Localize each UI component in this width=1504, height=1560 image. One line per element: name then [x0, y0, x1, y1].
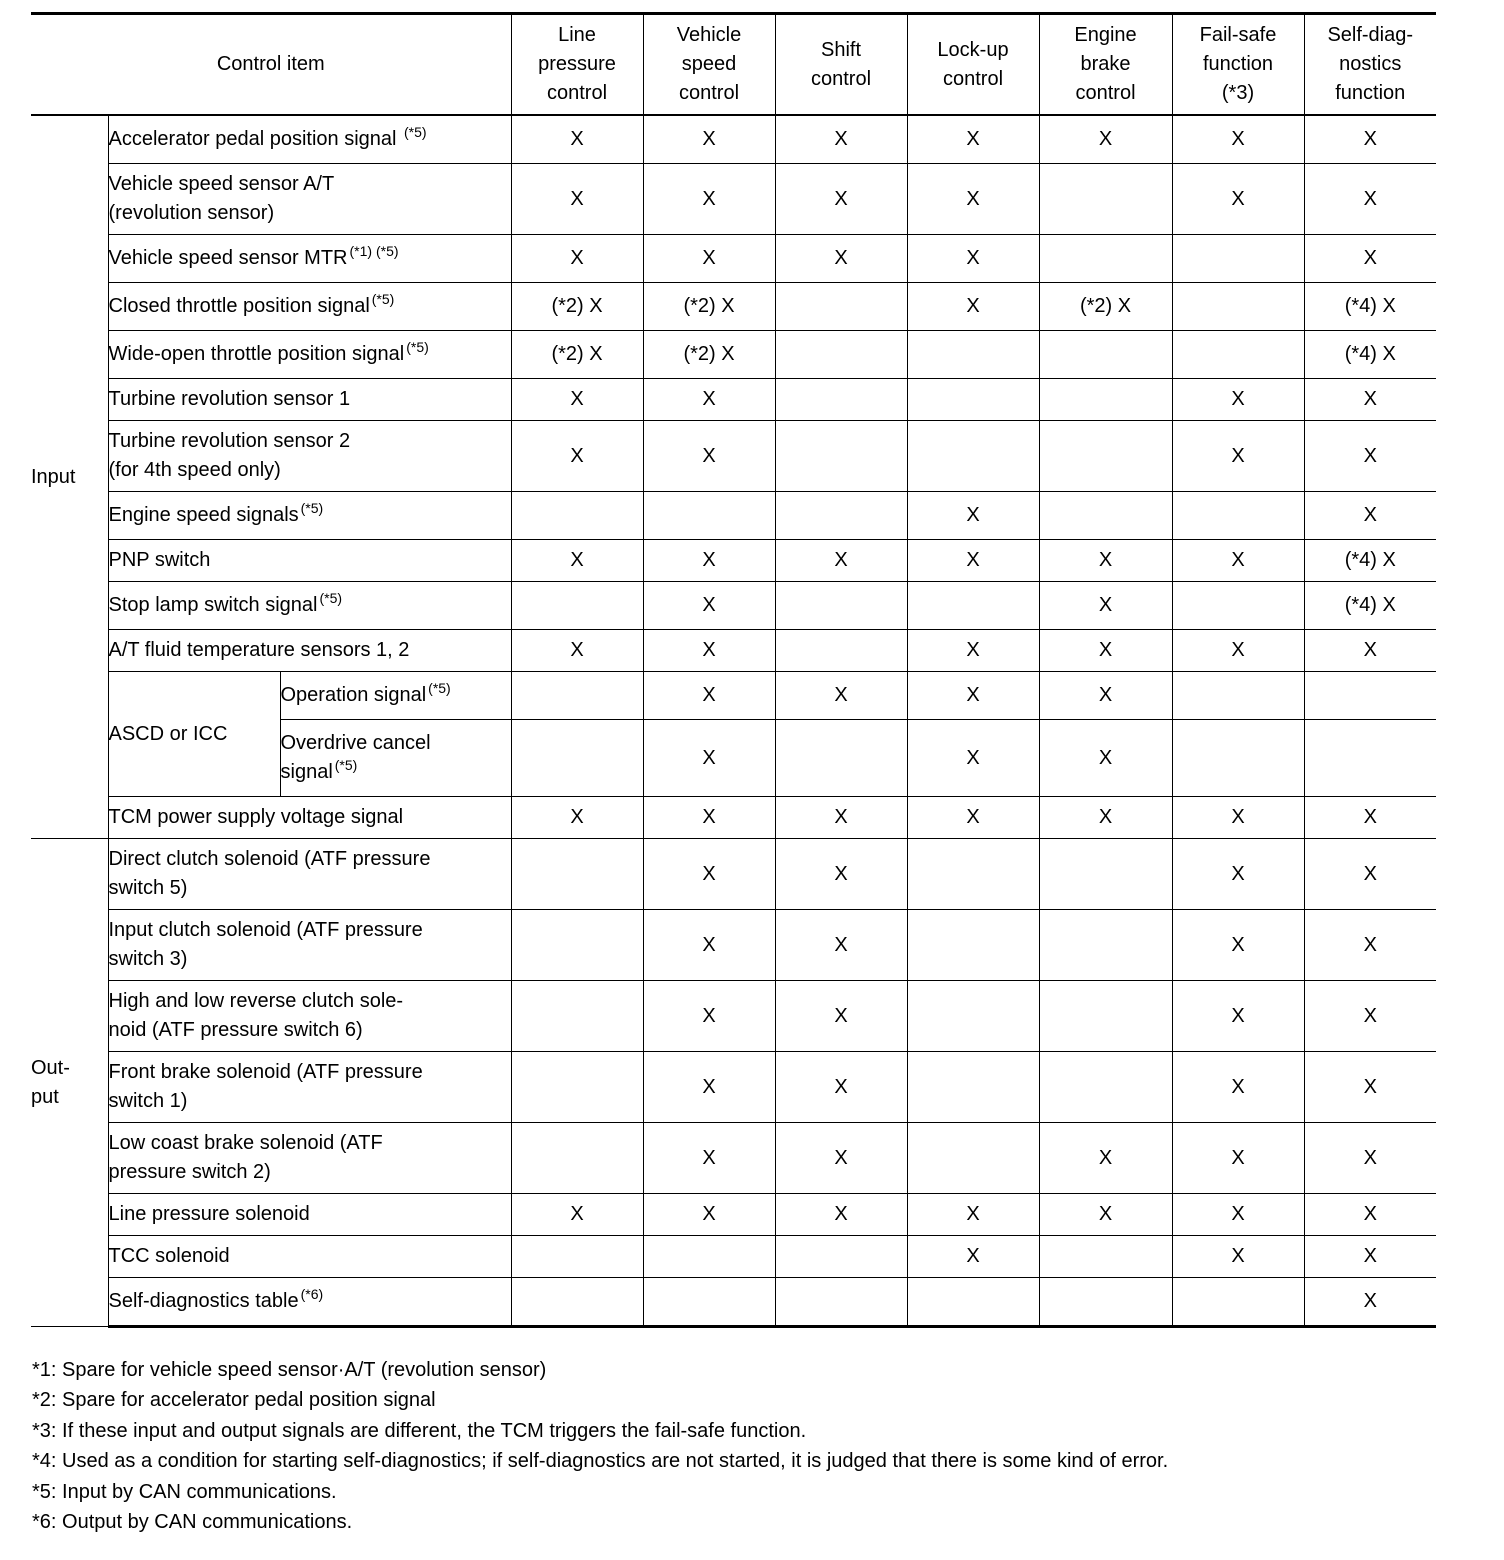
mark-cell: X [907, 164, 1039, 235]
mark-cell [511, 1278, 643, 1327]
mark-cell: X [1304, 1123, 1436, 1194]
row-label: A/T fluid temperature sensors 1, 2 [108, 630, 511, 672]
mark-cell [907, 582, 1039, 630]
mark-cell: X [511, 540, 643, 582]
mark-cell: X [1172, 540, 1304, 582]
row-label: Vehicle speed sensor A/T (revolution sensor) [108, 164, 511, 235]
mark-cell [907, 1278, 1039, 1327]
mark-cell: X [1172, 797, 1304, 839]
mark-cell: X [907, 283, 1039, 331]
mark-cell: X [643, 720, 775, 797]
mark-cell: (*2) X [511, 331, 643, 379]
table-row [31, 1194, 1436, 1236]
row-label: Overdrive cancel signal $^{(*5)}$ [280, 720, 511, 797]
mark-cell: X [775, 164, 907, 235]
mark-cell: X [1304, 630, 1436, 672]
mark-cell: X [775, 839, 907, 910]
mark-cell: X [907, 720, 1039, 797]
mark-cell [511, 672, 643, 720]
footnote-ref: (*1) (*5) [349, 243, 399, 260]
mark-cell [511, 981, 643, 1052]
mark-cell: X [511, 379, 643, 421]
mark-cell: X [1039, 797, 1172, 839]
mark-cell: X [643, 1052, 775, 1123]
mark-cell: X [1304, 1052, 1436, 1123]
footnote-ref: (*5) [428, 680, 451, 697]
footnote-ref: (*5) [300, 500, 324, 517]
row-label: Front brake solenoid (ATF pressure switch 1) [108, 1052, 511, 1123]
mark-cell: (*4) X [1304, 582, 1436, 630]
mark-cell: X [643, 910, 775, 981]
mark-cell: X [643, 797, 775, 839]
mark-cell: X [643, 630, 775, 672]
group-input: Input [31, 115, 108, 839]
row-label: PNP switch [108, 540, 511, 582]
mark-cell [511, 1052, 643, 1123]
mark-cell: X [1172, 630, 1304, 672]
table-body [31, 115, 1436, 1327]
table-row [31, 164, 1436, 235]
footnote-ref: (*6) [300, 1286, 324, 1303]
mark-cell: (*2) X [511, 283, 643, 331]
table-row [31, 379, 1436, 421]
mark-cell: X [907, 235, 1039, 283]
row-label: Operation signal $^{(*5)}$ [280, 672, 511, 720]
table-row [31, 839, 1436, 910]
mark-cell: (*4) X [1304, 283, 1436, 331]
mark-cell: X [511, 797, 643, 839]
mark-cell [907, 331, 1039, 379]
mark-cell: (*4) X [1304, 540, 1436, 582]
row-label: TCC solenoid [108, 1236, 511, 1278]
mark-cell [907, 421, 1039, 492]
footnote: *2: Spare for accelerator pedal position signal [32, 1389, 436, 1412]
mark-cell: X [907, 797, 1039, 839]
mark-cell: X [1304, 839, 1436, 910]
row-label: Accelerator pedal position signal $^{(*5)}$ [108, 115, 511, 164]
mark-cell: X [1172, 1194, 1304, 1236]
mark-cell [775, 720, 907, 797]
mark-cell: X [1172, 981, 1304, 1052]
header-fail-safe: Fail-safe function (*3) [1172, 14, 1304, 116]
header-shift-control: Shift control [775, 14, 907, 116]
footnote-ref: (*5) [371, 291, 395, 308]
mark-cell: X [1304, 115, 1436, 164]
footnote: *4: Used as a condition for starting self-diagnostics; if self-diagnostics are not started, it is judged that there is some kind of error. [32, 1450, 1169, 1473]
header-lock-up: Lock-up control [907, 14, 1039, 116]
header-engine-brake: Engine brake control [1039, 14, 1172, 116]
header-control-item: Control item [31, 14, 511, 116]
mark-cell: X [775, 981, 907, 1052]
mark-cell: X [1172, 164, 1304, 235]
mark-cell [1172, 331, 1304, 379]
row-label: Engine speed signals $^{(*5)}$ [108, 492, 511, 540]
row-label: Turbine revolution sensor 1 [108, 379, 511, 421]
mark-cell: (*2) X [643, 331, 775, 379]
mark-cell: X [1039, 582, 1172, 630]
mark-cell [907, 981, 1039, 1052]
mark-cell [1039, 839, 1172, 910]
mark-cell [511, 839, 643, 910]
mark-cell [1172, 672, 1304, 720]
mark-cell: X [1304, 1278, 1436, 1327]
table-row [31, 1123, 1436, 1194]
mark-cell: X [775, 1194, 907, 1236]
mark-cell [1304, 720, 1436, 797]
mark-cell: X [1304, 164, 1436, 235]
mark-cell: X [1304, 379, 1436, 421]
table-row [31, 235, 1436, 283]
mark-cell: X [1304, 910, 1436, 981]
mark-cell: X [643, 1194, 775, 1236]
table-row [31, 283, 1436, 331]
mark-cell: X [907, 540, 1039, 582]
mark-cell: X [1172, 1236, 1304, 1278]
mark-cell: X [1172, 379, 1304, 421]
mark-cell: X [775, 672, 907, 720]
footnote-ref: (*5) [319, 590, 343, 607]
mark-cell [1039, 331, 1172, 379]
mark-cell [1172, 492, 1304, 540]
group-ascd-icc: ASCD or ICC [108, 672, 280, 797]
mark-cell: (*2) X [643, 283, 775, 331]
mark-cell: X [1304, 1236, 1436, 1278]
mark-cell [643, 1278, 775, 1327]
row-label: Vehicle speed sensor MTR $^{(*1) (*5)}$ [108, 235, 511, 283]
footnote: *5: Input by CAN communications. [32, 1480, 337, 1503]
mark-cell [511, 492, 643, 540]
header-line-pressure: Line pressure control [511, 14, 643, 116]
row-label: Line pressure solenoid [108, 1194, 511, 1236]
table-row [31, 540, 1436, 582]
mark-cell: X [907, 1194, 1039, 1236]
row-label: Wide-open throttle position signal $^{(*5)}$ [108, 331, 511, 379]
table-row [31, 331, 1436, 379]
mark-cell [907, 910, 1039, 981]
row-label: Input clutch solenoid (ATF pressure switch 3) [108, 910, 511, 981]
footnotes [32, 1355, 1168, 1537]
mark-cell [1039, 1278, 1172, 1327]
footnote: *3: If these input and output signals are different, the TCM triggers the fail-safe function. [32, 1419, 807, 1442]
table-row [31, 492, 1436, 540]
row-label: Direct clutch solenoid (ATF pressure switch 5) [108, 839, 511, 910]
table-row [31, 582, 1436, 630]
mark-cell: X [1304, 492, 1436, 540]
mark-cell [511, 582, 643, 630]
mark-cell [907, 839, 1039, 910]
mark-cell: (*4) X [1304, 331, 1436, 379]
mark-cell: X [1304, 235, 1436, 283]
mark-cell: X [643, 164, 775, 235]
mark-cell: X [511, 115, 643, 164]
row-label: TCM power supply voltage signal [108, 797, 511, 839]
mark-cell: X [511, 164, 643, 235]
mark-cell: X [1039, 1123, 1172, 1194]
mark-cell [907, 379, 1039, 421]
row-label: Stop lamp switch signal $^{(*5)}$ [108, 582, 511, 630]
mark-cell: X [775, 540, 907, 582]
mark-cell [775, 283, 907, 331]
mark-cell [775, 1278, 907, 1327]
mark-cell: X [1304, 1194, 1436, 1236]
mark-cell: X [643, 981, 775, 1052]
group-output: Out- put [31, 839, 108, 1327]
footnote-ref: (*5) [406, 339, 429, 356]
row-label: Self-diagnostics table $^{(*6)}$ [108, 1278, 511, 1327]
mark-cell [775, 492, 907, 540]
mark-cell: X [775, 797, 907, 839]
mark-cell [907, 1052, 1039, 1123]
mark-cell [511, 910, 643, 981]
control-item-table [31, 12, 1436, 1328]
mark-cell [1039, 421, 1172, 492]
mark-cell: X [1039, 672, 1172, 720]
mark-cell [511, 1123, 643, 1194]
mark-cell [775, 1236, 907, 1278]
mark-cell: X [1304, 421, 1436, 492]
mark-cell: X [511, 1194, 643, 1236]
mark-cell: X [775, 1052, 907, 1123]
mark-cell: X [643, 1123, 775, 1194]
mark-cell [511, 720, 643, 797]
table-row [31, 672, 1436, 720]
mark-cell [1039, 235, 1172, 283]
mark-cell [1039, 981, 1172, 1052]
mark-cell [1172, 283, 1304, 331]
mark-cell [1172, 582, 1304, 630]
mark-cell: X [1304, 981, 1436, 1052]
footnote: *6: Output by CAN communications. [32, 1511, 353, 1534]
table-row [31, 797, 1436, 839]
mark-cell: X [511, 421, 643, 492]
header-row [31, 14, 1436, 116]
mark-cell [907, 1123, 1039, 1194]
mark-cell: X [1172, 839, 1304, 910]
mark-cell [511, 1236, 643, 1278]
mark-cell [1039, 492, 1172, 540]
mark-cell: X [643, 839, 775, 910]
table-row [31, 1236, 1436, 1278]
mark-cell: X [1172, 1052, 1304, 1123]
mark-cell: X [1172, 910, 1304, 981]
mark-cell: X [511, 235, 643, 283]
mark-cell [1039, 379, 1172, 421]
mark-cell: X [907, 630, 1039, 672]
mark-cell: X [643, 379, 775, 421]
table-row [31, 421, 1436, 492]
mark-cell: X [643, 672, 775, 720]
mark-cell: X [1172, 115, 1304, 164]
table-row [31, 1052, 1436, 1123]
mark-cell: X [1039, 1194, 1172, 1236]
mark-cell: X [907, 1236, 1039, 1278]
row-label: Closed throttle position signal $^{(*5)}$ [108, 283, 511, 331]
row-label: Low coast brake solenoid (ATF pressure switch 2) [108, 1123, 511, 1194]
header-vehicle-speed: Vehicle speed control [643, 14, 775, 116]
mark-cell [775, 421, 907, 492]
mark-cell [1172, 720, 1304, 797]
mark-cell: X [1039, 540, 1172, 582]
mark-cell: X [775, 910, 907, 981]
mark-cell: (*2) X [1039, 283, 1172, 331]
table-row [31, 115, 1436, 164]
mark-cell: X [1172, 421, 1304, 492]
mark-cell: X [775, 235, 907, 283]
mark-cell [775, 379, 907, 421]
mark-cell [775, 630, 907, 672]
footnote-ref: (*5) [404, 124, 427, 141]
mark-cell [1172, 1278, 1304, 1327]
footnote-ref: (*5) [334, 757, 358, 774]
mark-cell: X [907, 115, 1039, 164]
mark-cell [775, 582, 907, 630]
mark-cell [643, 492, 775, 540]
mark-cell: X [1172, 1123, 1304, 1194]
row-label: Turbine revolution sensor 2 (for 4th speed only) [108, 421, 511, 492]
header-self-diagnostics: Self-diag- nostics function [1304, 14, 1436, 116]
mark-cell: X [775, 1123, 907, 1194]
mark-cell [1304, 672, 1436, 720]
mark-cell: X [643, 540, 775, 582]
mark-cell: X [1304, 797, 1436, 839]
mark-cell: X [1039, 630, 1172, 672]
mark-cell [1039, 1052, 1172, 1123]
table-row [31, 910, 1436, 981]
mark-cell: X [643, 421, 775, 492]
mark-cell: X [1039, 115, 1172, 164]
mark-cell [1039, 1236, 1172, 1278]
footnote: *1: Spare for vehicle speed sensor·A/T (revolution sensor) [32, 1359, 547, 1381]
mark-cell: X [643, 115, 775, 164]
table-row [31, 630, 1436, 672]
mark-cell: X [907, 672, 1039, 720]
table-row [31, 981, 1436, 1052]
mark-cell [643, 1236, 775, 1278]
table-row [31, 1278, 1436, 1327]
mark-cell [1039, 164, 1172, 235]
mark-cell: X [643, 235, 775, 283]
mark-cell [775, 331, 907, 379]
mark-cell: X [1039, 720, 1172, 797]
mark-cell [1172, 235, 1304, 283]
mark-cell: X [907, 492, 1039, 540]
mark-cell [1039, 910, 1172, 981]
mark-cell: X [775, 115, 907, 164]
mark-cell: X [643, 582, 775, 630]
row-label: High and low reverse clutch sole- noid (ATF pressure switch 6) [108, 981, 511, 1052]
mark-cell: X [511, 630, 643, 672]
